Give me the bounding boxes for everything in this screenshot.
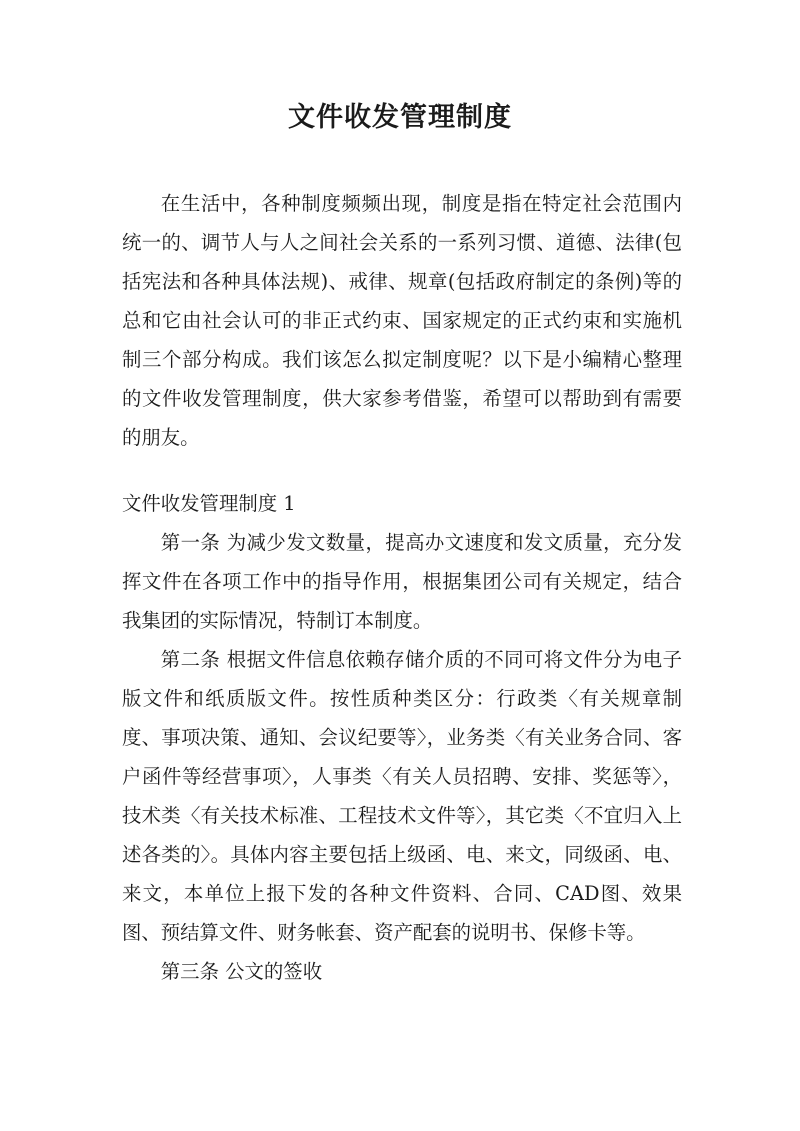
intro-block <box>122 184 682 457</box>
article-paragraph-1: 第一条 为减少发文数量，提高办文速度和发文质量，充分发挥文件在各项工作中的指导作用，根据集团公司有关规定，结合我集团的实际情况，特制订本制度。 <box>122 531 682 632</box>
article-paragraph-3: 第三条 公文的签收 <box>160 960 323 983</box>
section-block <box>122 484 682 991</box>
section-heading: 文件收发管理制度 1 <box>122 492 296 515</box>
article-paragraph-2: 第二条 根据文件信息依赖存储介质的不同可将文件分为电子版文件和纸质版文件。按性质种类区分：行政类〈有关规章制度、事项决策、通知、会议纪要等〉，业务类〈有关业务合同、客户函件等经营事项〉，人事类〈有关人员招聘、安排、奖惩等〉，技术类〈有关技术标准、工程技术文件等〉，其它类〈不宜归入上述各类的〉。具体内容主要包括上级函、电、来文，同级函、电、来文，本单位上报下发的各种文件资料、合同、CAD图、效果图、预结算文件、财务帐套、资产配套的说明书、保修卡等。 <box>122 648 682 944</box>
document-title: 文件收发管理制度 <box>288 102 512 133</box>
intro-paragraph: 在生活中，各种制度频频出现，制度是指在特定社会范围内统一的、调节人与人之间社会关系的一系列习惯、道德、法律(包括宪法和各种具体法规)、戒律、规章(包括政府制定的条例)等的总和它由社会认可的非正式约束、国家规定的正式约束和实施机制三个部分构成。我们该怎么拟定制度呢？以下是小编精心整理的文件收发管理制度，供大家参考借鉴，希望可以帮助到有需要的朋友。 <box>122 192 682 449</box>
